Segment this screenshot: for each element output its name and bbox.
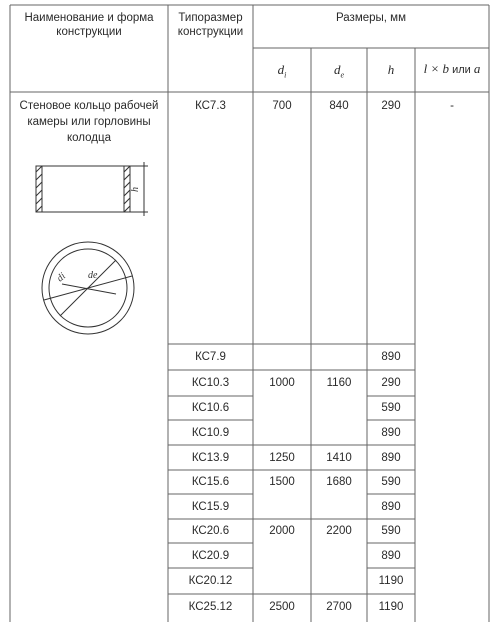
header-lb-text: l × b [423,61,450,76]
row-type-cell: КС7.9 [195,351,226,363]
row-h-cell: 290 [381,100,401,112]
row-di-cell: 700 [272,100,292,112]
row-type-cell: КС10.3 [191,377,230,389]
row-de-cell: 1680 [326,476,352,488]
row-type-cell: КС15.6 [191,476,230,488]
row-type-cell: КС7.3 [195,100,226,112]
row-h-cell: 590 [381,402,401,414]
header-h [367,63,415,77]
header-type-size [168,11,253,39]
header-lb-or-a [415,62,489,77]
row-lb-cell: - [450,100,454,112]
header-col2-text: Типоразмер конструкции [177,12,244,38]
header-dimensions [253,11,489,25]
row-de-cell: 840 [329,100,349,112]
header-de-index: e [340,70,345,80]
header-de-letter: d [333,62,341,77]
row-type-cell: КС20.12 [188,575,233,587]
row-h-cell: 890 [381,501,401,513]
header-di-index: i [284,70,287,80]
header-name-and-form [10,11,168,39]
section-name [12,98,166,146]
row-di-cell: 2500 [269,601,295,613]
header-a-text: a [473,61,481,76]
header-col1-text: Наименование и форма конструкции [24,12,154,38]
row-di-cell: 1000 [269,377,295,389]
row-h-cell: 290 [381,377,401,389]
row-h-cell: 890 [381,427,401,439]
diagram-label-de: de [88,270,98,281]
row-type-cell: КС20.9 [191,550,230,562]
header-or-text: или [449,64,474,76]
header-di [253,63,311,83]
row-h-cell: 890 [381,550,401,562]
row-type-cell: КС13.9 [191,452,230,464]
row-de-cell: 1160 [326,377,352,389]
row-h-cell: 1190 [378,601,404,613]
diagram-label-di: di [54,270,68,285]
header-de [311,63,367,83]
header-sizes-text: Размеры, мм [336,12,406,24]
row-type-cell: КС15.9 [191,501,230,513]
row-de-cell: 2700 [326,601,352,613]
row-de-cell: 2200 [326,525,352,537]
row-type-cell: КС25.12 [188,601,233,613]
row-di-cell: 1250 [269,452,295,464]
diagram-label-h: h [130,187,141,192]
header-di-letter: d [277,62,285,77]
ring-side-view-diagram [30,158,155,220]
row-type-cell: КС10.9 [191,427,230,439]
row-type-cell: КС10.6 [191,402,230,414]
header-h-letter: h [387,62,395,77]
row-di-cell: 2000 [269,525,295,537]
row-h-cell: 1190 [378,575,404,587]
row-h-cell: 890 [381,351,401,363]
row-h-cell: 590 [381,476,401,488]
row-h-cell: 590 [381,525,401,537]
row-h-cell: 890 [381,452,401,464]
row-type-cell: КС20.6 [191,525,230,537]
section-name-text: Стеновое кольцо рабочей камеры или горловины колодца [19,100,159,144]
ring-top-view-diagram [38,238,138,338]
row-de-cell: 1410 [326,452,352,464]
row-di-cell: 1500 [269,476,295,488]
